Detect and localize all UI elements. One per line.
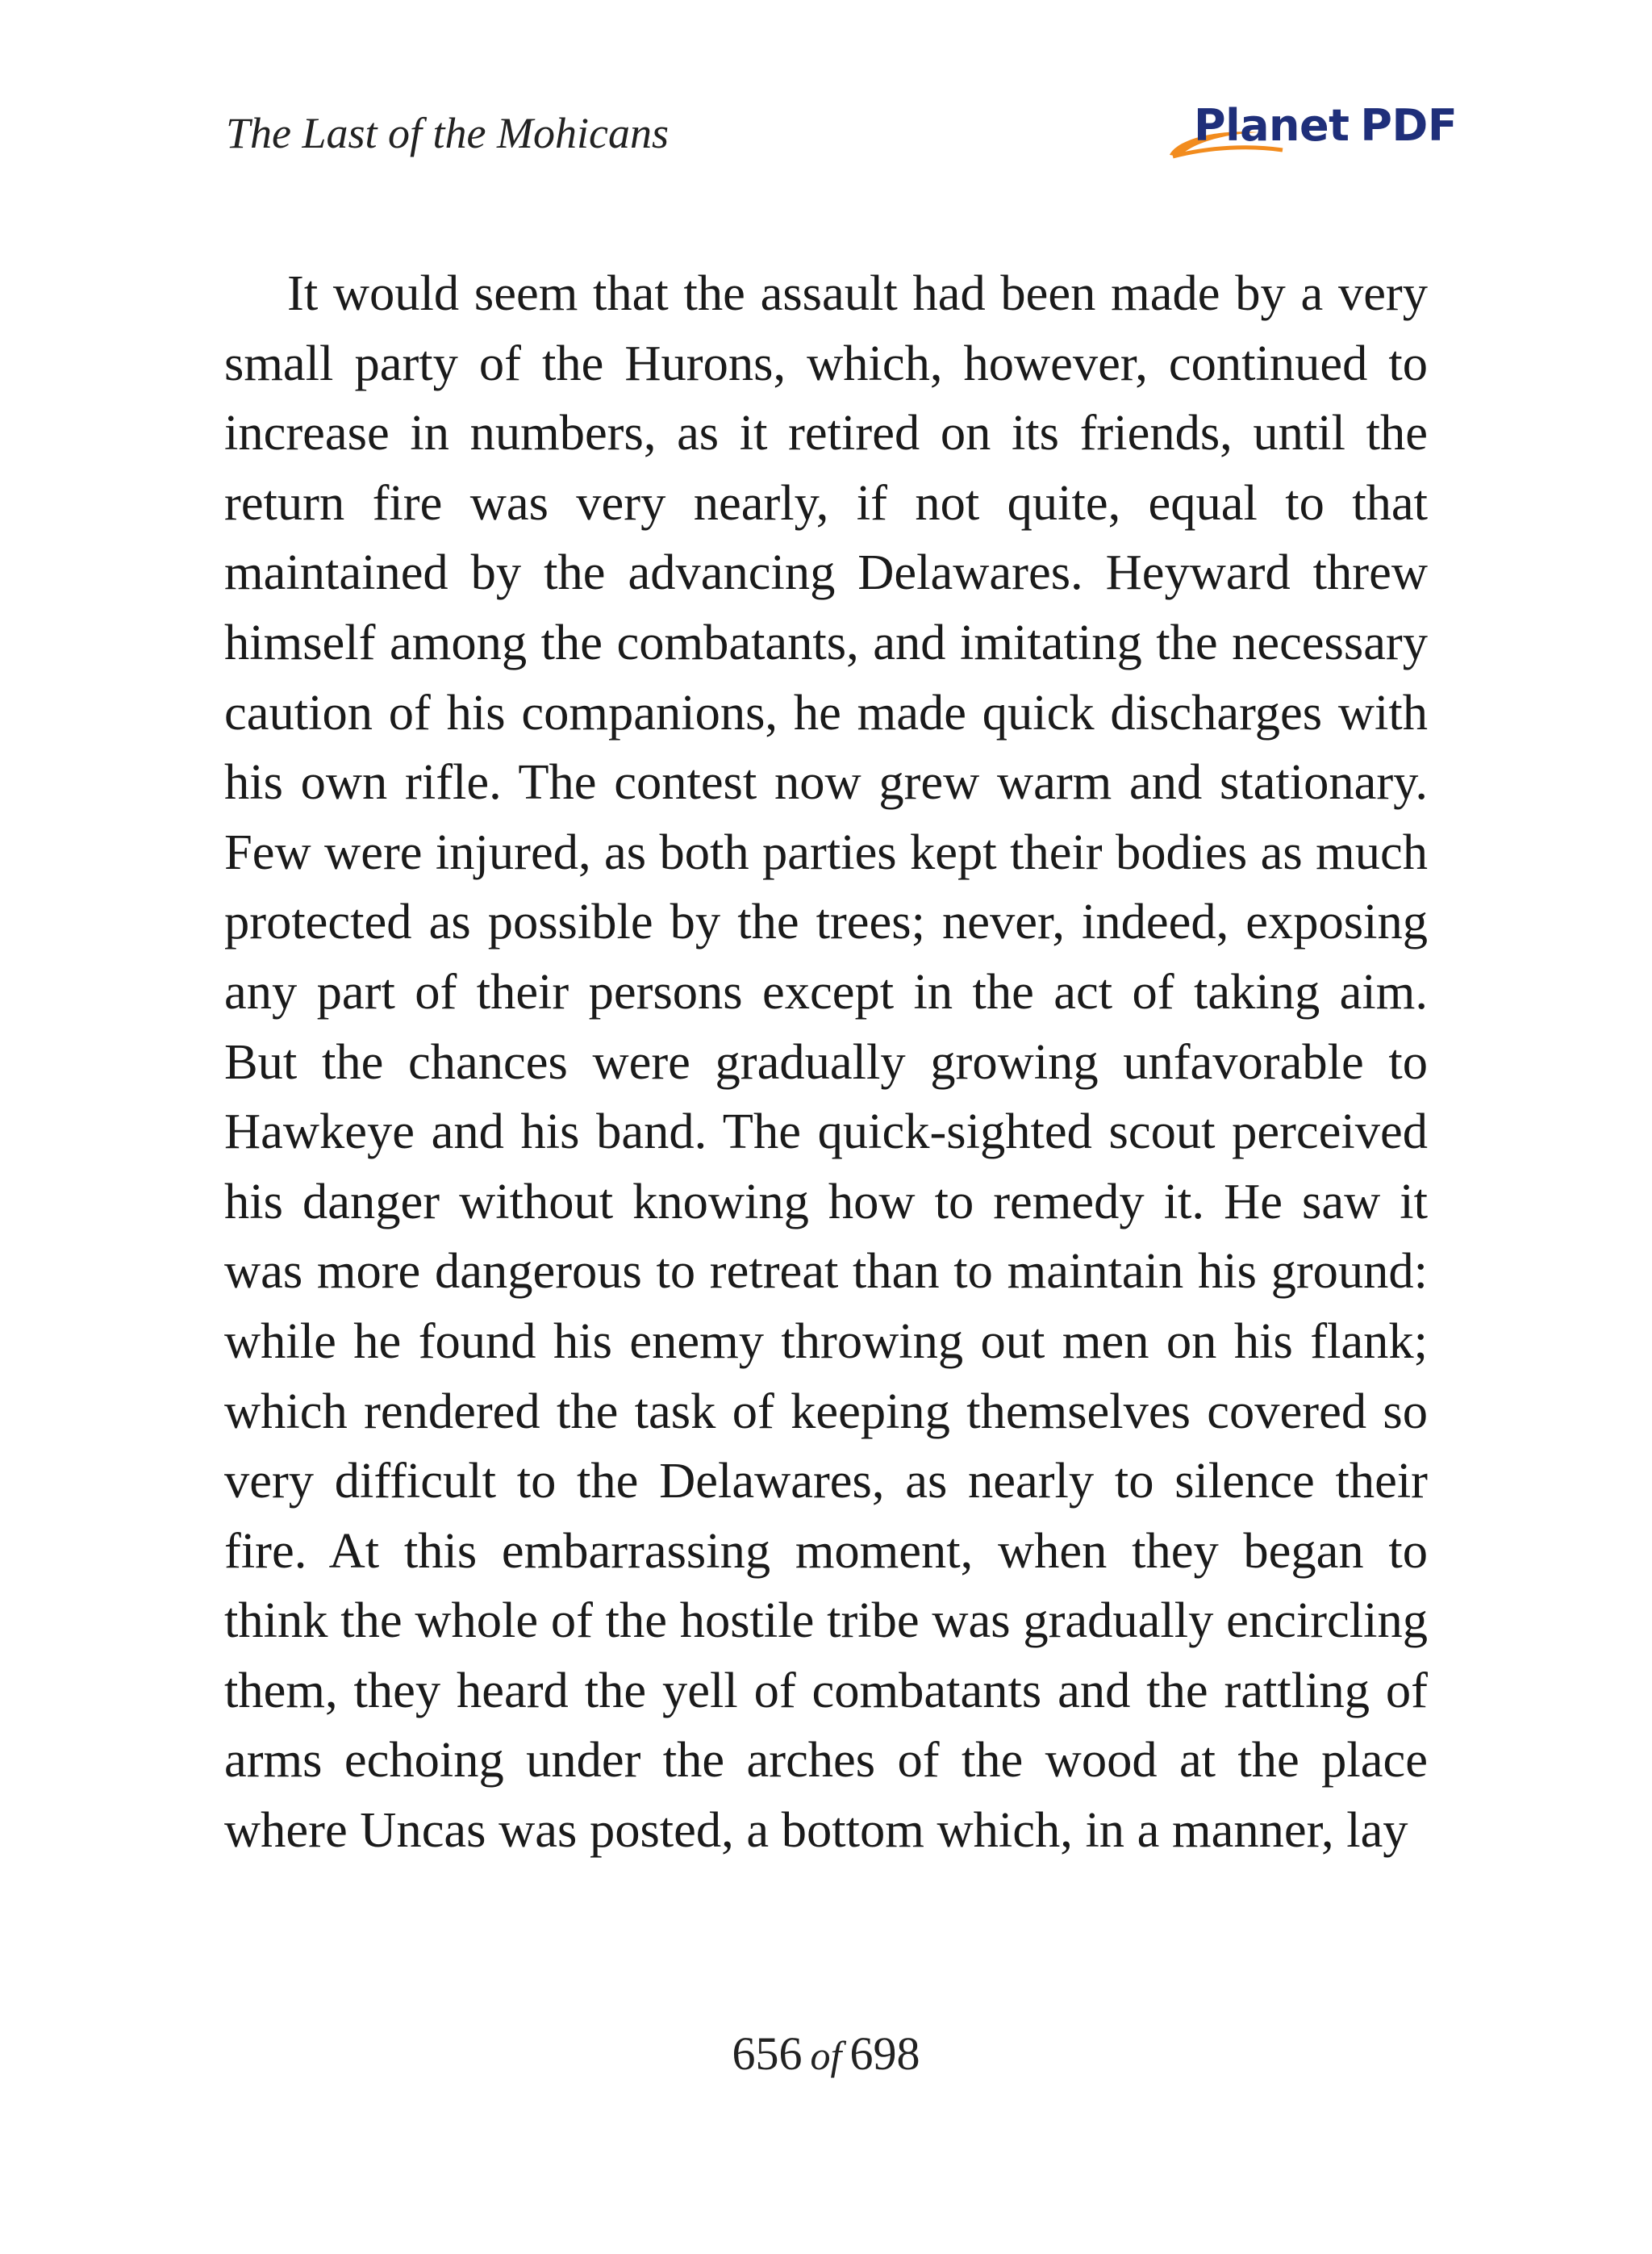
- page-header: [226, 97, 1458, 177]
- body-paragraph: It would seem that the assault had been made by a very small party of the Hurons, which, however, continued to increase in numbers, as it retired on its friends, until the return fire was very nearly, if not quite, equal to that maintained by the advancing Delawares. Heyward threw himself among the combatants, and imitating the necessary caution of his companions, he made quick discharges with his own rifle. The contest now grew warm and stationary. Few were injured, as both parties kept their bodies as much protected as possible by the trees; never, indeed, exposing any part of their persons except in the act of taking aim. But the chances were gradually growing unfavorable to Hawkeye and his band. The quick-sighted scout perceived his danger without knowing how to remedy it. He saw it was more dangerous to retreat than to maintain his ground: while he found his enemy throwing out men on his flank; which rendered the task of keeping themselves covered so very difficult to the Delawares, as nearly to silence their fire. At this embarrassing moment, when they began to think the whole of the hostile tribe was gradually encircling them, they heard the yell of combatants and the rattling of arms echoing under the arches of the wood at the place where Uncas was posted, a bottom which, in a manner, lay: [224, 265, 1428, 1859]
- current-page: 656: [732, 2027, 803, 2080]
- book-title: The Last of the Mohicans: [226, 109, 669, 157]
- main-text: [224, 258, 1428, 1865]
- page-number: [0, 2027, 1652, 2081]
- total-pages: 698: [849, 2027, 920, 2080]
- page-of-label: of: [810, 2033, 842, 2078]
- logo-word-pdf: PDF: [1360, 100, 1458, 151]
- logo-wordmark: [1194, 100, 1457, 151]
- planet-pdf-logo: [1162, 97, 1458, 169]
- logo-word-planet: Planet: [1194, 100, 1350, 151]
